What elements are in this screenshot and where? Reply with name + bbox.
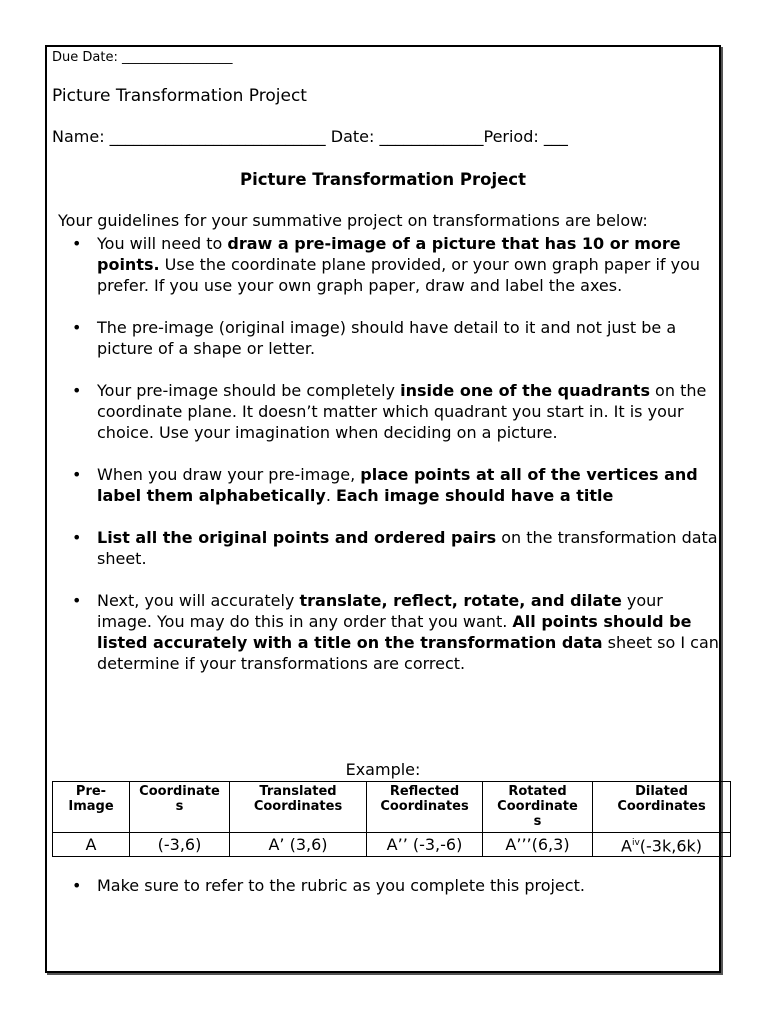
intro-text: Your guidelines for your summative project on transformations are below: xyxy=(58,211,648,230)
name-date-period-line: Name: ___________________________ Date: _____________Period: ___ xyxy=(52,127,568,146)
header-translated: Translated Coordinates xyxy=(230,782,367,833)
list-item: • Your pre-image should be completely inside one of the quadrants on the coordinate plane. It doesn’t matter which quadrant you start in. It is your choice. Use your imagination when deciding on a picture. xyxy=(70,380,720,443)
guidelines-list xyxy=(70,233,720,674)
header-coordinates: Coordinate s xyxy=(130,782,230,833)
due-date-line: Due Date: _________________ xyxy=(52,50,233,65)
list-item: • The pre-image (original image) should have detail to it and not just be a picture of a shape or letter. xyxy=(70,317,720,359)
cell-dilated: $A^{iv}(-3k,6k)$ xyxy=(593,833,731,857)
header-dilated: Dilated Coordinates xyxy=(593,782,731,833)
example-label: Example: xyxy=(345,760,421,779)
cell-translated: A’ (3,6) xyxy=(230,833,367,857)
list-item: • Next, you will accurately translate, reflect, rotate, and dilate your image. You may do this in any order that you want. All points should be listed accurately with a title on the transformation data sheet so I can determine if your transformations are correct. xyxy=(70,590,720,674)
header-pre-image: Pre- Image xyxy=(53,782,130,833)
final-bullet: • Make sure to refer to the rubric as you complete this project. xyxy=(70,876,585,895)
cell-pre-image: A xyxy=(53,833,130,857)
cell-rotated: A’’’(6,3) xyxy=(483,833,593,857)
cell-coordinates: (-3,6) xyxy=(130,833,230,857)
cell-reflected: A’’ (-3,-6) xyxy=(367,833,483,857)
table-row xyxy=(53,833,731,857)
project-title: Picture Transformation Project xyxy=(52,86,307,106)
header-reflected: Reflected Coordinates xyxy=(367,782,483,833)
list-item: • When you draw your pre-image, place points at all of the vertices and label them alphabetically. Each image should have a title xyxy=(70,464,720,506)
table-header-row xyxy=(53,782,731,833)
list-item: • List all the original points and ordered pairs on the transformation data sheet. xyxy=(70,527,720,569)
page-heading: Picture Transformation Project xyxy=(240,170,526,189)
list-item: • You will need to draw a pre-image of a picture that has 10 or more points. Use the coordinate plane provided, or your own graph paper if you prefer. If you use your own graph paper, draw and label the axes. xyxy=(70,233,720,296)
example-table xyxy=(52,781,731,857)
header-rotated: Rotated Coordinate s xyxy=(483,782,593,833)
